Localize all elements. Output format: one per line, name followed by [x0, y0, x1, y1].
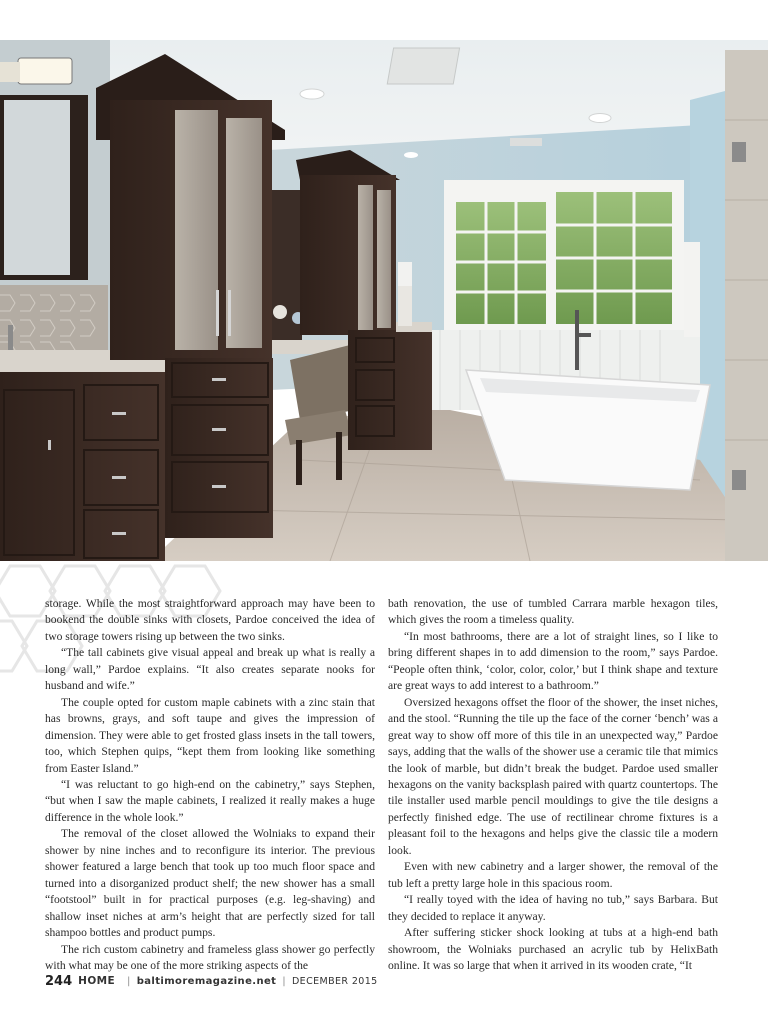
page-number: 244	[45, 973, 73, 989]
left-paragraph-3: The couple opted for custom maple cabinets with a zinc stain that has browns, grays, and soft taupe and gives the impression of dimension. They were able to get frosted glass insets in the tall towers, too, which Stephen quips, “kept them from looking like something from Easter Island.”	[45, 695, 375, 775]
right-paragraph-4: Even with new cabinetry and a larger shower, the removal of the tub left a pretty large hole in this spacious room.	[388, 860, 718, 890]
left-paragraph-6: The rich custom cabinetry and frameless glass shower go perfectly with what may be one of the more striking aspects of the	[45, 942, 375, 972]
issue-date: DECEMBER 2015	[291, 975, 378, 987]
left-paragraph-2: “The tall cabinets give visual appeal and break up what is really a long wall,” Pardoe explains. “It also creates separate nooks for husband and wife.”	[45, 646, 375, 693]
left-paragraph-1: storage. While the most straightforward approach may have been to bookend the double sinks with closets, Pardoe conceived the idea of two storage towers rising up between the two sinks.	[45, 597, 375, 643]
left-paragraph-5: The removal of the closet allowed the Wolniaks to expand their shower by nine inches and to reconfigure its interior. The previous shower featured a large bench that took up too much floor space and turned into a disorganized product shelf; the new shower has a small “footstool” built in for practical purposes (e.g. leg-shaving) and shallow inset niches at arm’s height that are perfectly sized for tall shampoo bottles and product pumps.	[45, 827, 375, 940]
article-right-column	[388, 596, 718, 974]
page-footer	[45, 972, 378, 990]
right-paragraph-3: Oversized hexagons offset the floor of the shower, the inset niches, and the stool. “Running the tile up the face of the corner ‘bench’ was a great way to show off more of this tile in an unexpected way,” Pardoe says, adding that the walls of the shower use a ceramic tile that mimics the look of marble, but didn’t break the budget. Pardoe used smaller hexagons on the vanity backsplash paired with quartz countertops. The tile installer used marble pencil mouldings to give the tile designs a perfectly finished edge. The use of rectilinear chrome fixtures is a pleasant foil to the hexagons and helps give the classic tile a modern look.	[388, 695, 718, 857]
right-paragraph-6: After suffering sticker shock looking at tubs at a high-end bath showroom, the Wolniaks purchased an acrylic tub by HelixBath online. It was so large that when it arrived in its wooden crate, “It	[388, 926, 718, 972]
section-name: HOME	[78, 975, 116, 987]
left-paragraph-4: “I was reluctant to go high-end on the cabinetry,” says Stephen, “but when I saw the maple cabinets, I realized it really makes a huge difference in the whole look.”	[45, 777, 375, 824]
right-paragraph-2: “In most bathrooms, there are a lot of straight lines, so I like to bring different shapes in to add dimension to the room,” says Pardoe. “People often think, ‘color, color, color,’ but I think shape and texture are great ways to add interest to a bathroom.”	[388, 629, 718, 693]
magazine-website: baltimoremagazine.net	[136, 975, 277, 987]
article-left-column	[45, 596, 375, 974]
footer-separator-2: |	[282, 975, 286, 987]
right-paragraph-1: bath renovation, the use of tumbled Carrara marble hexagon tiles, which gives the room a timeless quality.	[388, 597, 718, 627]
bathroom-photo	[0, 40, 768, 561]
footer-separator: |	[127, 975, 131, 987]
page-top-margin	[0, 0, 768, 40]
right-paragraph-5: “I really toyed with the idea of having no tub,” says Barbara. But they decided to replace it anyway.	[388, 893, 718, 923]
